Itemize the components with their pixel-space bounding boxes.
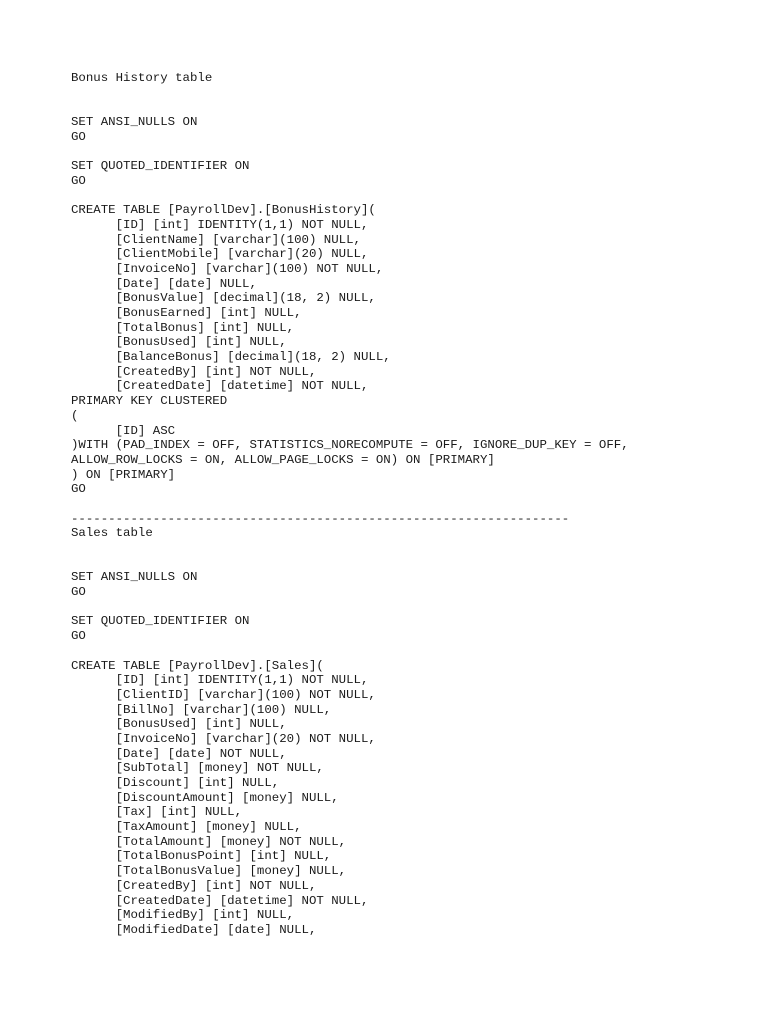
blank-line <box>71 541 751 556</box>
code-line: PRIMARY KEY CLUSTERED <box>71 394 228 409</box>
code-line: ALLOW_ROW_LOCKS = ON, ALLOW_PAGE_LOCKS = ON) ON [PRIMARY] <box>71 452 495 467</box>
section-heading: Bonus History table <box>71 71 213 85</box>
code-line: [CreatedDate] [datetime] NOT NULL, <box>71 893 369 908</box>
code-line: SET ANSI_NULLS ON <box>71 570 198 585</box>
blank-line <box>71 86 751 101</box>
code-line: GO <box>71 129 86 144</box>
code-line: [ModifiedDate] [date] NULL, <box>71 922 317 937</box>
code-line: [BonusEarned] [int] NULL, <box>71 306 302 320</box>
code-line: [InvoiceNo] [varchar](100) NOT NULL, <box>71 261 384 276</box>
code-line: [SubTotal] [money] NOT NULL, <box>71 761 324 776</box>
code-line: [Discount] [int] NULL, <box>71 776 280 790</box>
blank-line <box>71 497 751 512</box>
code-line: [CreatedBy] [int] NOT NULL, <box>71 364 317 379</box>
code-line: [Tax] [int] NULL, <box>71 805 243 820</box>
document-page <box>71 71 751 938</box>
code-line: SET ANSI_NULLS ON <box>71 115 198 130</box>
code-line: ( <box>71 408 79 423</box>
blank-line <box>71 600 751 615</box>
code-line: [BonusValue] [decimal](18, 2) NULL, <box>71 291 376 306</box>
code-line: [CreatedBy] [int] NOT NULL, <box>71 878 317 893</box>
code-line: [InvoiceNo] [varchar](20) NOT NULL, <box>71 731 376 746</box>
code-line: CREATE TABLE [PayrollDev].[Sales]( <box>71 658 324 673</box>
code-line: SET QUOTED_IDENTIFIER ON <box>71 159 250 174</box>
code-line: )WITH (PAD_INDEX = OFF, STATISTICS_NORECOMPUTE = OFF, IGNORE_DUP_KEY = OFF, <box>71 438 629 453</box>
code-line: [BalanceBonus] [decimal](18, 2) NULL, <box>71 350 391 365</box>
code-line: [TotalBonus] [int] NULL, <box>71 320 295 335</box>
code-line: [TotalBonusValue] [money] NULL, <box>71 864 347 879</box>
code-line: GO <box>71 585 86 600</box>
code-line: [Date] [date] NOT NULL, <box>71 746 287 761</box>
code-line: [ID] [int] IDENTITY(1,1) NOT NULL, <box>71 217 369 232</box>
code-line: [Date] [date] NULL, <box>71 276 257 291</box>
code-line: [DiscountAmount] [money] NULL, <box>71 790 339 805</box>
code-line: [TotalBonusPoint] [int] NULL, <box>71 849 332 864</box>
code-line: [TaxAmount] [money] NULL, <box>71 820 302 835</box>
blank-line <box>71 644 751 659</box>
code-line: [BonusUsed] [int] NULL, <box>71 717 287 732</box>
code-line: [BonusUsed] [int] NULL, <box>71 335 287 350</box>
code-line: [ID] ASC <box>71 423 176 438</box>
code-line: [ID] [int] IDENTITY(1,1) NOT NULL, <box>71 673 369 688</box>
code-line: [ClientID] [varchar](100) NOT NULL, <box>71 687 376 702</box>
code-line: GO <box>71 482 86 497</box>
code-line: [CreatedDate] [datetime] NOT NULL, <box>71 379 369 394</box>
code-line: [ClientMobile] [varchar](20) NULL, <box>71 247 369 262</box>
blank-line <box>71 189 751 204</box>
code-line: SET QUOTED_IDENTIFIER ON <box>71 614 250 629</box>
blank-line <box>71 100 751 115</box>
code-line: [BillNo] [varchar](100) NULL, <box>71 702 332 717</box>
code-line: ) ON [PRIMARY] <box>71 467 176 482</box>
blank-line <box>71 556 751 571</box>
separator-line: ------------------------------------------------------------------- <box>71 511 570 526</box>
code-line: [ModifiedBy] [int] NULL, <box>71 908 295 923</box>
code-line: GO <box>71 173 86 188</box>
code-line: [TotalAmount] [money] NOT NULL, <box>71 834 347 849</box>
code-line: GO <box>71 629 86 644</box>
code-line: CREATE TABLE [PayrollDev].[BonusHistory]( <box>71 203 376 218</box>
blank-line <box>71 144 751 159</box>
section-heading: Sales table <box>71 526 153 541</box>
code-line: [ClientName] [varchar](100) NULL, <box>71 232 361 247</box>
